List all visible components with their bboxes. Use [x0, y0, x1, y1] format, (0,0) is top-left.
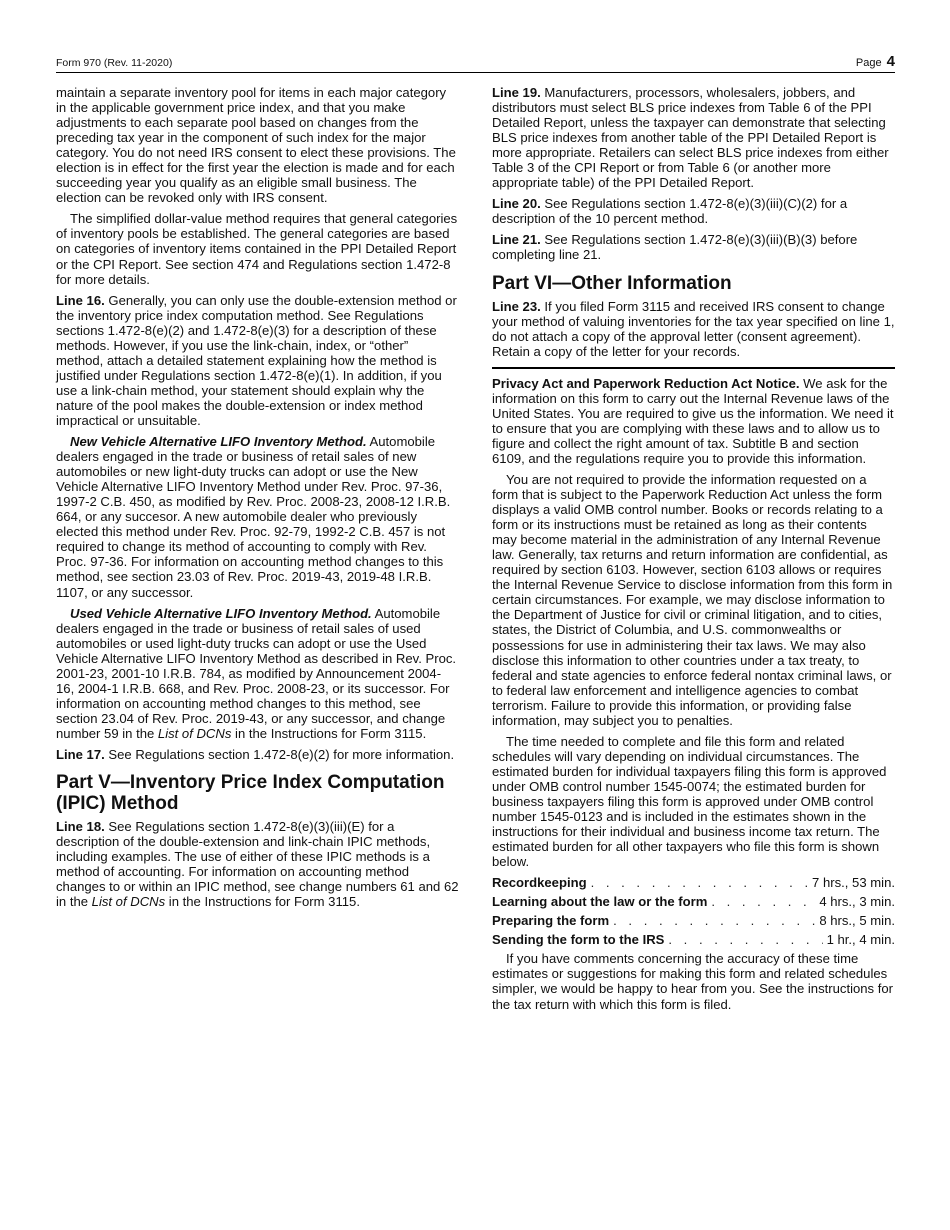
dot-leader: [711, 894, 815, 909]
paragraph-continued: maintain a separate inventory pool for items in each major category in the applicable government price index, and that you make adjustments to each separate pool based on changes from the preceding tax year in the component of such index for the major category. You do not need IRS consent to elect these provisions. The election is in effect for the first year the election is made and for each succeeding year you qualify as an eligible small business. The election can be revoked only with IRS consent.: [56, 85, 456, 206]
line-23-paragraph: Line 23. If you filed Form 3115 and received IRS consent to change your method of valuing inventories for the tax year specified on line 1, do not attach a copy of the approval letter (consent agreement). Retain a copy of the letter for your records.: [492, 298, 895, 359]
part-6-heading: Part VI—Other Information: [492, 272, 732, 294]
closing-paragraph: If you have comments concerning the accuracy of these time estimates or suggestions for making this form and related schedules simpler, we would be happy to hear from you. See the instructions for the tax return with which this form is filed.: [492, 951, 894, 1012]
burden-table: [492, 875, 895, 947]
new-vehicle-paragraph: New Vehicle Alternative LIFO Inventory Method. Automobile dealers engaged in the trade or business of retail sales of new automobiles or new light-duty trucks can adopt or use the New Vehicle Alternative LIFO Inventory Method under Rev. Proc. 97-36, 1997-2 C.B. 450, as modified by Rev. Proc. 2008-23, 2008-12 I.R.B. 664, or any succesor. A new automobile dealer who previously elected this method under Rev. Proc. 92-79, 1992-2 C.B. 457 is not required to change its method of accounting to comply with Rev. Proc. 97-36. For information on accounting method changes to this method, see section 23.03 of Rev. Proc. 2019-43, 2019-48 I.R.B. 1107, or any successor.: [56, 434, 451, 600]
line-21-label: Line 21.: [492, 232, 541, 248]
line-19-label: Line 19.: [492, 85, 541, 100]
dot-leader: [613, 913, 815, 928]
right-column: [492, 85, 895, 1018]
burden-task: Preparing the form: [492, 913, 610, 929]
form-identifier: Form 970 (Rev. 11-2020): [56, 57, 173, 69]
burden-time: 8 hrs., 5 min.: [819, 913, 895, 929]
line-17-label: Line 17.: [56, 746, 105, 762]
privacy-notice-paragraph: Privacy Act and Paperwork Reduction Act Notice. We ask for the information on this form to carry out the Internal Revenue laws of the United States. You are required to give us the information. We need it to ensure that you are complying with these laws and to allow us to figure and collect the right amount of tax. Subtitle B and section 6109, and the regulations require you to provide this information.: [492, 375, 894, 466]
line-20-paragraph: Line 20. See Regulations section 1.472-8(e)(3)(iii)(C)(2) for a description of the 10 percent method.: [492, 196, 848, 227]
used-vehicle-paragraph: Used Vehicle Alternative LIFO Inventory Method. Automobile dealers engaged in the trade or business of retail sales of used automobiles or used light-duty trucks can adopt or use the Used Vehicle Alternative LIFO Inventory Method as described in Rev. Proc. 2001-23, 2001-10 I.R.B. 784, as modified by Announcement 2004-16, 2004-1 I.R.B. 668, and Rev. Proc. 2008-23, or its successor. For information on accounting method changes to this method, see section 23.04 of Rev. Proc. 2019-43, or any successor, and change number 59 in the List of DCNs in the Instructions for Form 3115.: [56, 605, 457, 741]
page-number: Page 4: [855, 53, 895, 70]
line-19-paragraph: Line 19. Manufacturers, processors, wholesalers, jobbers, and distributors must select BLS price indexes from Table 6 of the PPI Detailed Report, unless the taxpayer can demonstrate that selecting BLS price indexes from another table of the PPI Detailed Report is more appropriate. Retailers can select BLS price indexes from either Table 3 of the CPI Report or from Table 6 (or another more appropriate table) of the PPI Detailed Report.: [492, 85, 889, 191]
burden-row: [492, 894, 895, 909]
burden-time: 4 hrs., 3 min.: [819, 894, 895, 910]
section-divider: [492, 367, 895, 369]
line-17-paragraph: Line 17. See Regulations section 1.472-8(e)(2) for more information.: [56, 746, 455, 762]
line-18-label: Line 18.: [56, 819, 105, 835]
line-20-label: Line 20.: [492, 196, 541, 212]
line-16-label: Line 16.: [56, 292, 105, 308]
burden-task: Sending the form to the IRS: [492, 932, 665, 948]
burden-row: [492, 913, 895, 928]
burden-task: Recordkeeping: [492, 875, 587, 891]
new-vehicle-heading: New Vehicle Alternative LIFO Inventory Method.: [70, 434, 367, 450]
line-16-paragraph: Line 16. Generally, you can only use the double-extension method or the inventory price index computation method. See Regulations sections 1.472-8(e)(2) and 1.472-8(e)(3) for a description of these methods. However, if you use the link-chain, index, or “other” method, attach a detailed statement explaining how the method is justified under Regulations section 1.472-8(e)(1). In addition, if you use a link-chain method, your statement should explain why the nature of the pool makes the double-extension or index method impractical or unsuitable.: [56, 292, 457, 428]
burden-intro-paragraph: The time needed to complete and file this form and related schedules will vary depending on individual circumstances. The estimated burden for individual taxpayers filing this form is approved under OMB control number 1545-0074; the estimated burden for business taxpayers filing this form is approved under OMB control number 1545-0123 and is included in the estimates shown in the instructions for their individual and business income tax return. The estimated burden for all other taxpayers who file this form is shown below.: [492, 733, 887, 870]
page-header: [56, 52, 895, 73]
burden-row: [492, 875, 895, 890]
privacy-paragraph-2: You are not required to provide the information requested on a form that is subject to the Paperwork Reduction Act unless the form displays a valid OMB control number. Books or records relating to a form or its instructions must be retained as long as their contents may become material in the administration of any Internal Revenue law. Generally, tax returns and return information are confidential, as required by section 6103. However, section 6103 allows or requires the Internal Revenue Service to disclose information from this form in certain circumstances. For example, we may disclose information to the Department of Justice for civil or criminal litigation, and to cities, states, the District of Columbia, and U.S. commonwealths or possessions for use in administering their tax laws. We may also disclose this information to other countries under a tax treaty, to federal and state agencies to enforce federal nontax criminal laws, or to federal law enforcement and intelligence agencies to combat terrorism. Failure to provide this information, or providing false information, may subject you to penalties.: [492, 471, 893, 728]
line-21-paragraph: Line 21. See Regulations section 1.472-8(e)(3)(iii)(B)(3) before completing line 21.: [492, 232, 858, 263]
burden-time: 1 hr., 4 min.: [826, 932, 895, 948]
dot-leader: [668, 932, 822, 947]
burden-task: Learning about the law or the form: [492, 894, 708, 910]
burden-time: 7 hrs., 53 min.: [812, 875, 895, 891]
dot-leader: [591, 875, 808, 890]
paragraph-simplified-method: The simplified dollar-value method requires that general categories of inventory pools be established. The general categories are based on categories of inventory items contained in the PPI Detailed Report or the CPI Report. See section 474 and Regulations section 1.472-8 for more details.: [56, 211, 458, 287]
part-5-heading: Part V—Inventory Price Index Computation (IPIC) Method: [56, 772, 445, 815]
line-18-paragraph: Line 18. See Regulations section 1.472-8(e)(3)(iii)(E) for a description of the double-extension and link-chain IPIC methods, including examples. The use of either of these IPIC methods is a method of accounting. For information on accounting method changes to or within an IPIC method, see change numbers 61 and 62 in the List of DCNs in the Instructions for Form 3115.: [56, 819, 459, 910]
left-column: [56, 85, 459, 915]
line-23-label: Line 23.: [492, 298, 541, 314]
used-vehicle-heading: Used Vehicle Alternative LIFO Inventory Method.: [70, 605, 372, 621]
burden-row: [492, 932, 895, 947]
privacy-notice-heading: Privacy Act and Paperwork Reduction Act Notice.: [492, 375, 800, 391]
